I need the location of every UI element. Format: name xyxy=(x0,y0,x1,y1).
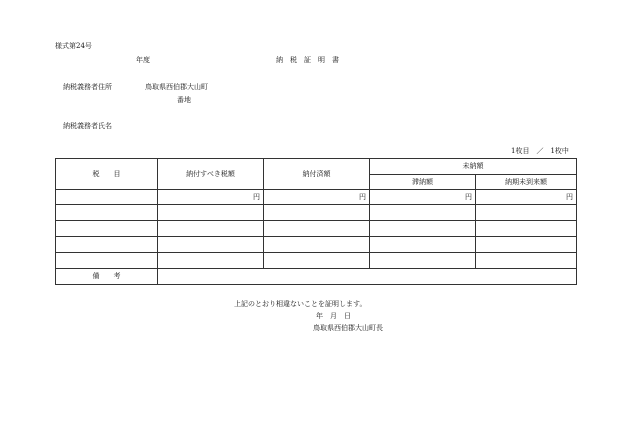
tax-item-cell xyxy=(56,237,158,253)
form-number: 様式第24号 xyxy=(55,42,92,50)
amount-cell xyxy=(476,237,577,253)
document-title: 納 税 証 明 書 xyxy=(276,56,339,64)
yen-unit: 円 xyxy=(370,190,476,205)
header-unpaid: 未納額 xyxy=(370,159,577,175)
table-row xyxy=(56,237,577,253)
tax-item-cell xyxy=(56,221,158,237)
issuer: 鳥取県西伯郡大山町長 xyxy=(313,324,383,332)
taxpayer-address-value: 鳥取県西伯郡大山町 xyxy=(145,83,208,91)
amount-cell xyxy=(370,205,476,221)
amount-cell xyxy=(370,221,476,237)
remarks-row xyxy=(56,269,577,285)
tax-item-cell xyxy=(56,190,158,205)
certification-text: 上記のとおり相違ないことを証明します。 xyxy=(234,300,367,308)
table-row xyxy=(56,205,577,221)
amount-cell xyxy=(158,237,264,253)
page-counter: 1枚目 ／ 1枚中 xyxy=(511,147,569,155)
tax-item-cell xyxy=(56,253,158,269)
header-delinquent: 滞納額 xyxy=(370,175,476,190)
header-amount-paid: 納付済額 xyxy=(264,159,370,190)
header-tax-item: 税 目 xyxy=(56,159,158,190)
amount-cell xyxy=(370,237,476,253)
header-not-yet-due: 納期未到来額 xyxy=(476,175,577,190)
amount-cell xyxy=(158,221,264,237)
remarks-cell xyxy=(158,269,577,285)
tax-item-cell xyxy=(56,205,158,221)
header-amount-due: 納付すべき税額 xyxy=(158,159,264,190)
amount-cell xyxy=(264,205,370,221)
yen-unit: 円 xyxy=(158,190,264,205)
table-row xyxy=(56,253,577,269)
amount-cell xyxy=(476,221,577,237)
yen-unit: 円 xyxy=(476,190,577,205)
date-line: 年 月 日 xyxy=(316,312,351,320)
remarks-label: 備 考 xyxy=(56,269,158,285)
fiscal-year-label: 年度 xyxy=(136,56,150,64)
amount-cell xyxy=(158,205,264,221)
taxpayer-address-label: 納税義務者住所 xyxy=(63,83,112,91)
table-row xyxy=(56,190,577,205)
amount-cell xyxy=(370,253,476,269)
taxpayer-name-label: 納税義務者氏名 xyxy=(63,122,112,130)
amount-cell xyxy=(476,205,577,221)
yen-unit: 円 xyxy=(264,190,370,205)
amount-cell xyxy=(264,221,370,237)
table-row xyxy=(56,221,577,237)
amount-cell xyxy=(264,253,370,269)
taxpayer-address-banchi: 番地 xyxy=(177,96,191,104)
amount-cell xyxy=(158,253,264,269)
tax-certificate-table xyxy=(55,158,577,285)
amount-cell xyxy=(476,253,577,269)
amount-cell xyxy=(264,237,370,253)
